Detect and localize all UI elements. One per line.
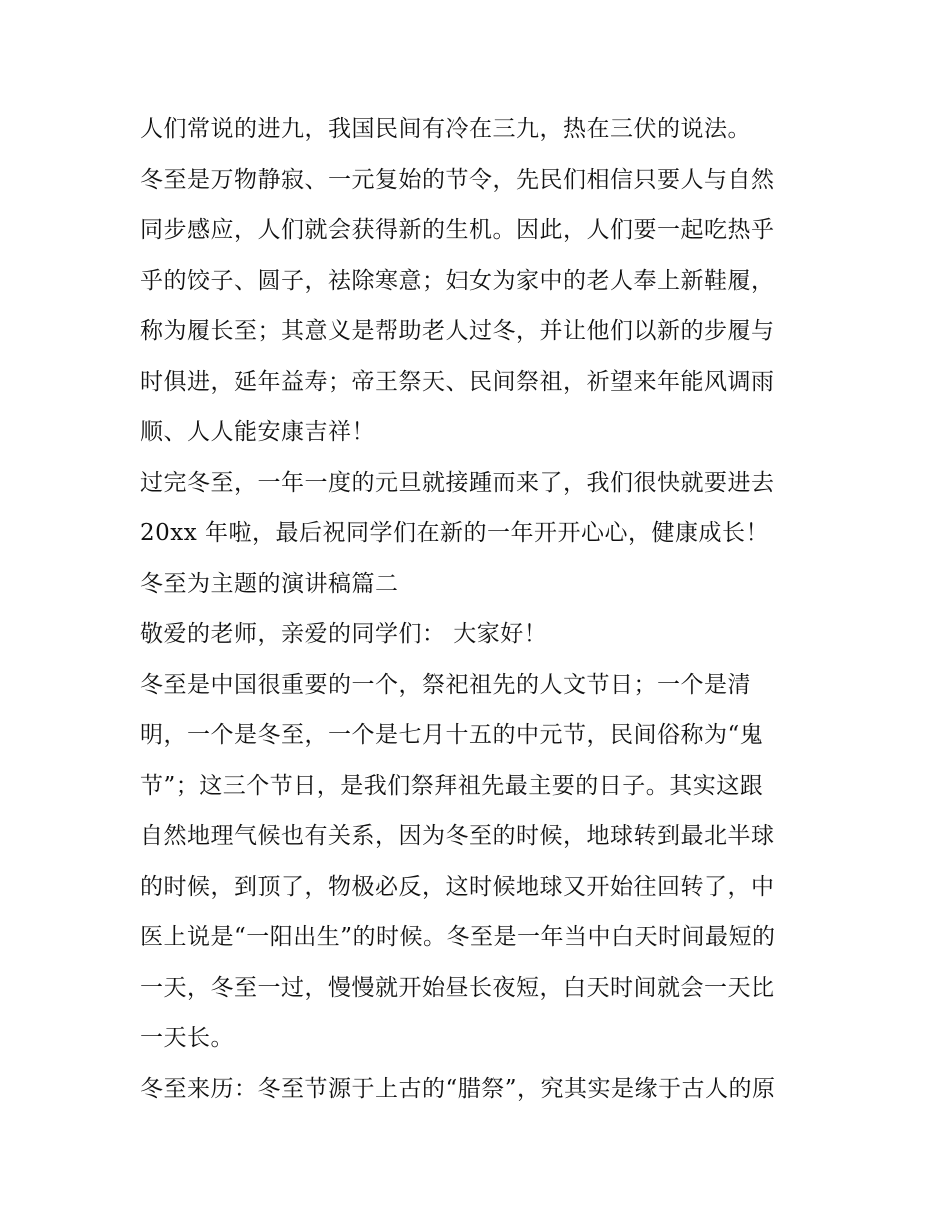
text-line: 明，一个是冬至，一个是七月十五的中元节，民间俗称为“鬼 bbox=[140, 722, 764, 748]
salutation: 敬爱的老师，亲爱的同学们： 大家好！ bbox=[140, 621, 548, 647]
text-line: 冬至是中国很重要的一个，祭祀祖先的人文节日；一个是清 bbox=[140, 671, 751, 698]
text-line: 20xx 年啦，最后祝同学们在新的一年开开心心，健康成长！ bbox=[140, 520, 770, 546]
text-line: 人们常说的进九，我国民间有冷在三九，热在三伏的说法。 bbox=[140, 116, 751, 142]
text-line: 称为履长至；其意义是帮助老人过冬，并让他们以新的步履与 bbox=[140, 318, 775, 344]
text-line: 同步感应，人们就会获得新的生机。因此，人们要一起吃热乎 bbox=[140, 217, 775, 243]
section-heading: 冬至为主题的演讲稿篇二 bbox=[140, 570, 399, 597]
text-line: 过完冬至，一年一度的元旦就接踵而来了，我们很快就要进去 bbox=[140, 469, 775, 496]
text-line: 冬至来历：冬至节源于上古的“腊祭”，究其实是缘于古人的原 bbox=[140, 1075, 776, 1102]
text-line: 自然地理气候也有关系，因为冬至的时候，地球转到最北半球 bbox=[140, 823, 775, 849]
text-line: 乎的饺子、圆子，祛除寒意；妇女为家中的老人奉上新鞋履， bbox=[140, 267, 775, 294]
text-line: 一天长。 bbox=[140, 1025, 234, 1051]
text-line: 的时候，到顶了，物极必反，这时候地球又开始往回转了，中 bbox=[140, 873, 775, 900]
text-line: 一天，冬至一过，慢慢就开始昼长夜短，白天时间就会一天比 bbox=[140, 974, 775, 1001]
document-body bbox=[140, 104, 820, 1114]
text-line: 节”；这三个节日，是我们祭拜祖先最主要的日子。其实这跟 bbox=[140, 772, 764, 799]
text-line: 冬至是万物静寂、一元复始的节令，先民们相信只要人与自然 bbox=[140, 166, 775, 193]
text-line: 医上说是“一阳出生”的时候。冬至是一年当中白天时间最短的 bbox=[140, 924, 776, 950]
text-line: 时俱进，延年益寿；帝王祭天、民间祭祖，祈望来年能风调雨 bbox=[140, 368, 775, 395]
text-line: 顺、人人能安康吉祥！ bbox=[140, 419, 375, 445]
